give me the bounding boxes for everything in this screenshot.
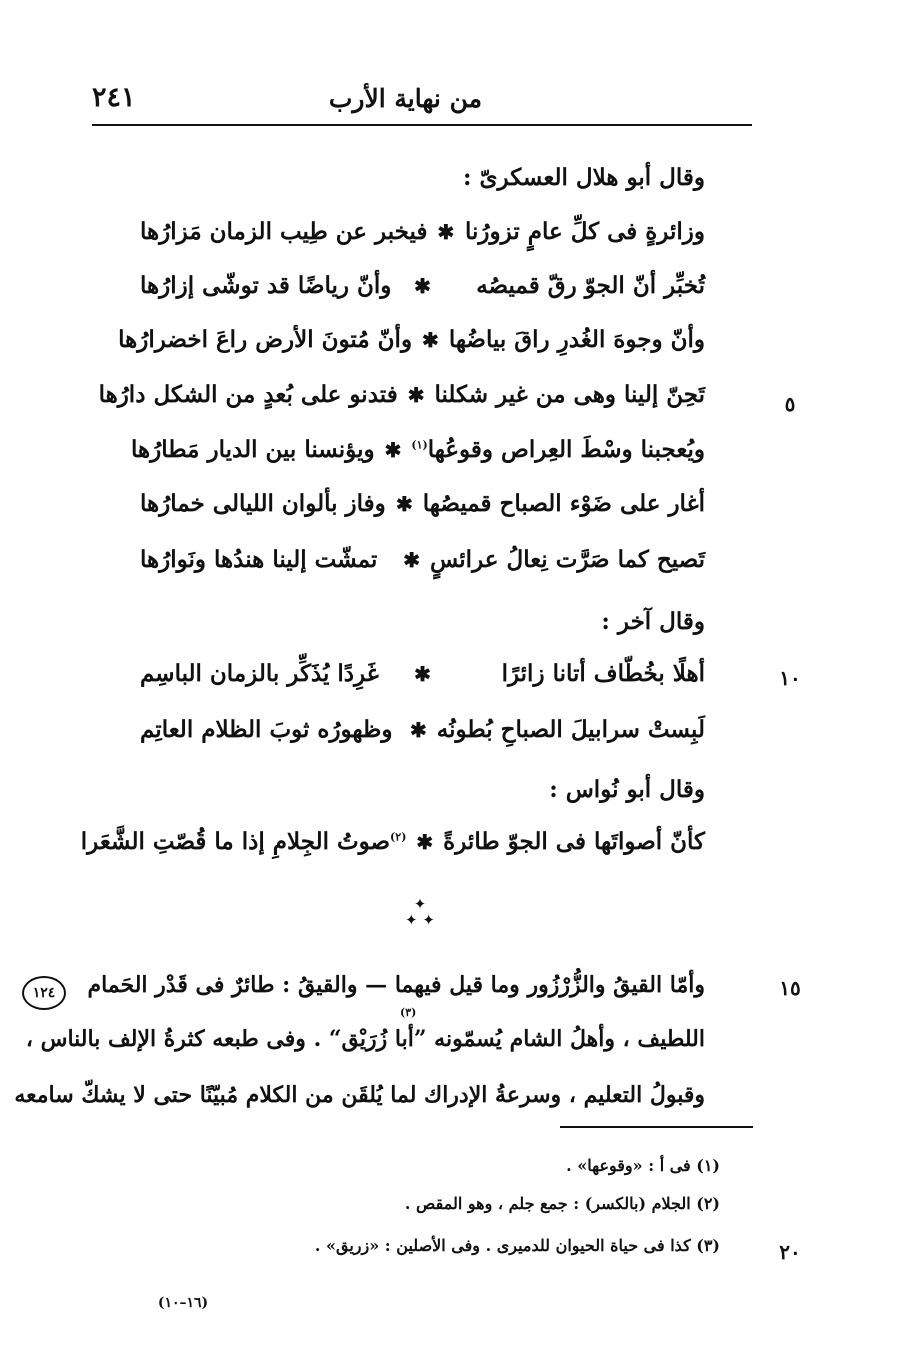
- page-header: [92, 78, 752, 118]
- star-separator-icon: ✱: [384, 438, 402, 462]
- verse-first-half: تُخبِّر أنّ الجوّ رقّ قميصُه: [476, 272, 705, 299]
- verse-second-half: فتدنو على بُعدٍ من الشكل دارُها: [98, 381, 398, 408]
- verse-first-half: تَصيح كما صَرَّت نِعالُ عرائسٍ: [429, 546, 705, 573]
- verse-text: صوتُ الجِلامِ إذا ما قُصّتِ الشَّعَرا: [80, 828, 391, 855]
- verse-second-half: ويؤنسنا بين الديار مَطارُها: [131, 436, 375, 463]
- verse-line: [118, 326, 705, 353]
- footnote: (٣) كذا فى حياة الحيوان للدميرى . وفى الأصلين : «زريق» .: [314, 1236, 720, 1255]
- star-separator-icon: ✱: [416, 830, 434, 854]
- star-separator-icon: ✱: [422, 328, 439, 352]
- verse-second-half: وأنّ مُتونَ الأرض راعَ اخضرارُها: [118, 326, 413, 353]
- verse-first-half: [411, 436, 705, 463]
- star-separator-icon: ✱: [407, 383, 425, 407]
- footnote-marker: (٢): [390, 830, 407, 844]
- verse-line: [140, 218, 705, 245]
- verse-line: [140, 490, 705, 517]
- line-number: ١٠: [779, 666, 801, 690]
- verse-line: [80, 828, 705, 855]
- star-separator-icon: ✱: [414, 662, 431, 686]
- verse-first-half: أهلًا بخُطّاف أتانا زائرًا: [501, 660, 705, 687]
- verse-first-half: وزائرةٍ فى كلِّ عامٍ تزورُنا: [465, 218, 705, 245]
- running-title: من نهاية الأرب: [328, 84, 482, 113]
- footnote-marker: (١): [411, 438, 428, 452]
- prose-line: وأمّا القيقُ والزُّرْزُور وما قيل فيهما — والقيقُ : طائرٌ فى قَدْر الحَمام: [87, 972, 705, 998]
- ornament-top: ✦: [413, 895, 427, 913]
- verse-first-half: كأنّ أصواتَها فى الجوّ طائرةً: [443, 828, 705, 855]
- signature-mark: (١٦–١٠): [157, 1295, 209, 1311]
- verse-text: ويُعجبنا وسْطَ العِراص وقوعُها: [427, 436, 705, 463]
- prose-text: اللطيف ، وأهلُ الشام يُسمّونه ”أبا زُرَيْق“ . وفى طبعه كثرةُ الإلف بالناس ،: [25, 1026, 705, 1052]
- star-separator-icon: ✱: [403, 548, 420, 572]
- star-separator-icon: ✱: [396, 492, 413, 516]
- header-rule: [92, 124, 752, 126]
- verse-first-half: لَبِستْ سرابيلَ الصباحِ بُطونُه: [436, 716, 705, 743]
- footnote-rule: [560, 1126, 753, 1128]
- ornament-bottom: ✦ ✦: [405, 911, 435, 929]
- poem-intro-3: وقال أبو نُواس :: [549, 776, 705, 803]
- verse-second-half: وفاز بألوان الليالى خمارُها: [140, 490, 386, 517]
- verse-second-half: تمشّت إلينا هندُها ونَوارُها: [140, 546, 378, 573]
- verse-line: [140, 716, 705, 743]
- verse-line: [140, 660, 705, 687]
- verse-first-half: تَحِنّ إلينا وهى من غير شكلنا: [434, 381, 705, 408]
- poem-intro-2: وقال آخر :: [601, 608, 705, 635]
- verse-first-half: أغار على ضَوْء الصباح قميصُها: [422, 490, 705, 517]
- star-separator-icon: ✱: [414, 274, 431, 298]
- verse-line: [140, 546, 705, 573]
- verse-line: [98, 381, 705, 408]
- section-ornament-icon: [395, 896, 445, 936]
- verse-line: [131, 436, 705, 463]
- line-number: ٥: [784, 392, 796, 416]
- verse-second-half: وأنّ رياضًا قد توشّى إزارُها: [139, 272, 392, 299]
- verse-second-half: وظهورُه ثوبَ الظلام العاتِم: [140, 716, 393, 743]
- prose-line: وقبولُ التعليم ، وسرعةُ الإدراك لما يُلقَن من الكلام مُبيّنًا حتى لا يشكّ سامعه: [14, 1082, 705, 1108]
- poem-intro-1: وقال أبو هلال العسكرىّ :: [463, 164, 705, 191]
- line-number: ٢٠: [779, 1240, 801, 1264]
- verse-first-half: وأنّ وجوهَ الغُدرِ راقَ بياضُها: [448, 326, 705, 353]
- prose-line: [25, 1026, 705, 1052]
- page-number: ٢٤١: [92, 82, 136, 113]
- line-number: ١٥: [779, 976, 801, 1000]
- verse-second-half: غَرِدًا يُذَكِّر بالزمان الباسِم: [139, 660, 379, 687]
- verse-second-half: [81, 828, 407, 855]
- verse-second-half: فيخبر عن طِيب الزمان مَزارُها: [140, 218, 428, 245]
- footnote: (٢) الجلام (بالكسر) : جمع جلم ، وهو المقص .: [404, 1194, 720, 1213]
- footnote: (١) فى أ : «وقوعها» .: [566, 1156, 720, 1175]
- margin-page-reference: ١٢٤: [22, 976, 66, 1010]
- star-separator-icon: ✱: [410, 718, 427, 742]
- star-separator-icon: ✱: [437, 220, 455, 244]
- footnote-marker: (٣): [400, 1006, 417, 1019]
- verse-line: [140, 272, 705, 299]
